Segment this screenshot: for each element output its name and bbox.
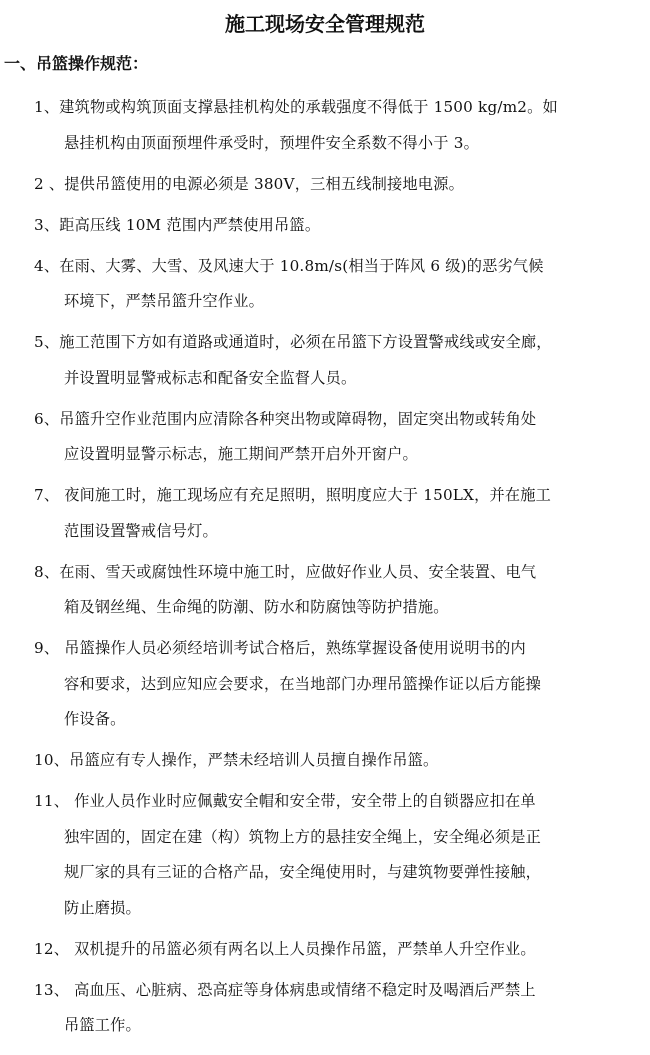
rule-item-6 (0, 402, 650, 473)
section-heading: 一、吊篮操作规范： (4, 54, 149, 73)
rule-line: 9、 吊篮操作人员必须经培训考试合格后，熟练掌握设备使用说明书的内 (34, 639, 526, 657)
rule-line: 容和要求，达到应知应会要求，在当地部门办理吊篮操作证以后方能操 (64, 674, 542, 693)
rule-line: 3、距高压线 10M 范围内严禁使用吊篮。 (34, 215, 321, 234)
rule-item-11 (0, 784, 650, 926)
rule-item-1 (0, 90, 650, 161)
document-title: 施工现场安全管理规范 (225, 12, 425, 36)
rule-line: 8、在雨、雪天或腐蚀性环境中施工时，应做好作业人员、安全装置、电气 (34, 562, 537, 581)
rule-item-7 (0, 478, 650, 549)
rule-line: 4、在雨、大雾、大雪、及风速大于 10.8m/s(相当于阵风 6 级)的恶劣气候 (34, 256, 544, 275)
rule-line: 10、吊篮应有专人操作，严禁未经培训人员擅自操作吊篮。 (34, 751, 439, 769)
rule-item-3 (0, 208, 650, 244)
rule-line: 并设置明显警戒标志和配备安全监督人员。 (64, 368, 357, 387)
rule-item-5 (0, 325, 650, 396)
rule-line: 12、 双机提升的吊篮必须有两名以上人员操作吊篮，严禁单人升空作业。 (34, 939, 536, 958)
rules-list (0, 90, 650, 1049)
rule-line: 防止磨损。 (64, 898, 141, 917)
rule-line: 箱及钢丝绳、生命绳的防潮、防水和防腐蚀等防护措施。 (64, 598, 449, 616)
rule-line: 2 、提供吊篮使用的电源必须是 380V，三相五线制接地电源。 (34, 174, 464, 193)
rule-line: 作设备。 (64, 710, 126, 728)
rule-line: 11、 作业人员作业时应佩戴安全帽和安全带，安全带上的自锁器应扣在单 (34, 792, 536, 810)
rule-line: 13、 高血压、心脏病、恐高症等身体病患或情绪不稳定时及喝酒后严禁上 (34, 980, 536, 999)
rule-line: 应设置明显警示标志，施工期间严禁开启外开窗户。 (64, 445, 418, 463)
rule-line: 1、建筑物或构筑顶面支撑悬挂机构处的承载强度不得低于 1500 kg/m2。如 (34, 98, 558, 116)
rule-item-8 (0, 555, 650, 626)
rule-line: 规厂家的具有三证的合格产品，安全绳使用时，与建筑物要弹性接触， (64, 863, 542, 881)
rule-line: 范围设置警戒信号灯。 (64, 521, 218, 540)
rule-item-10 (0, 743, 650, 779)
rule-line: 悬挂机构由顶面预埋件承受时，预埋件安全系数不得小于 3。 (64, 133, 479, 152)
rule-line: 吊篮工作。 (64, 1016, 141, 1034)
rule-line: 6、吊篮升空作业范围内应清除各种突出物或障碍物，固定突出物或转角处 (34, 409, 537, 428)
rule-line: 5、施工范围下方如有道路或通道时，必须在吊篮下方设置警戒线或安全廊， (34, 333, 552, 351)
rule-item-12 (0, 932, 650, 968)
rule-item-9 (0, 631, 650, 738)
rule-line: 独牢固的，固定在建（构）筑物上方的悬挂安全绳上，安全绳必须是正 (64, 827, 542, 846)
rule-item-13 (0, 973, 650, 1044)
rule-line: 环境下，严禁吊篮升空作业。 (64, 292, 265, 310)
rule-line: 7、 夜间施工时，施工现场应有充足照明，照明度应大于 150LX，并在施工 (34, 486, 552, 504)
rule-item-4 (0, 249, 650, 320)
rule-item-2 (0, 167, 650, 203)
